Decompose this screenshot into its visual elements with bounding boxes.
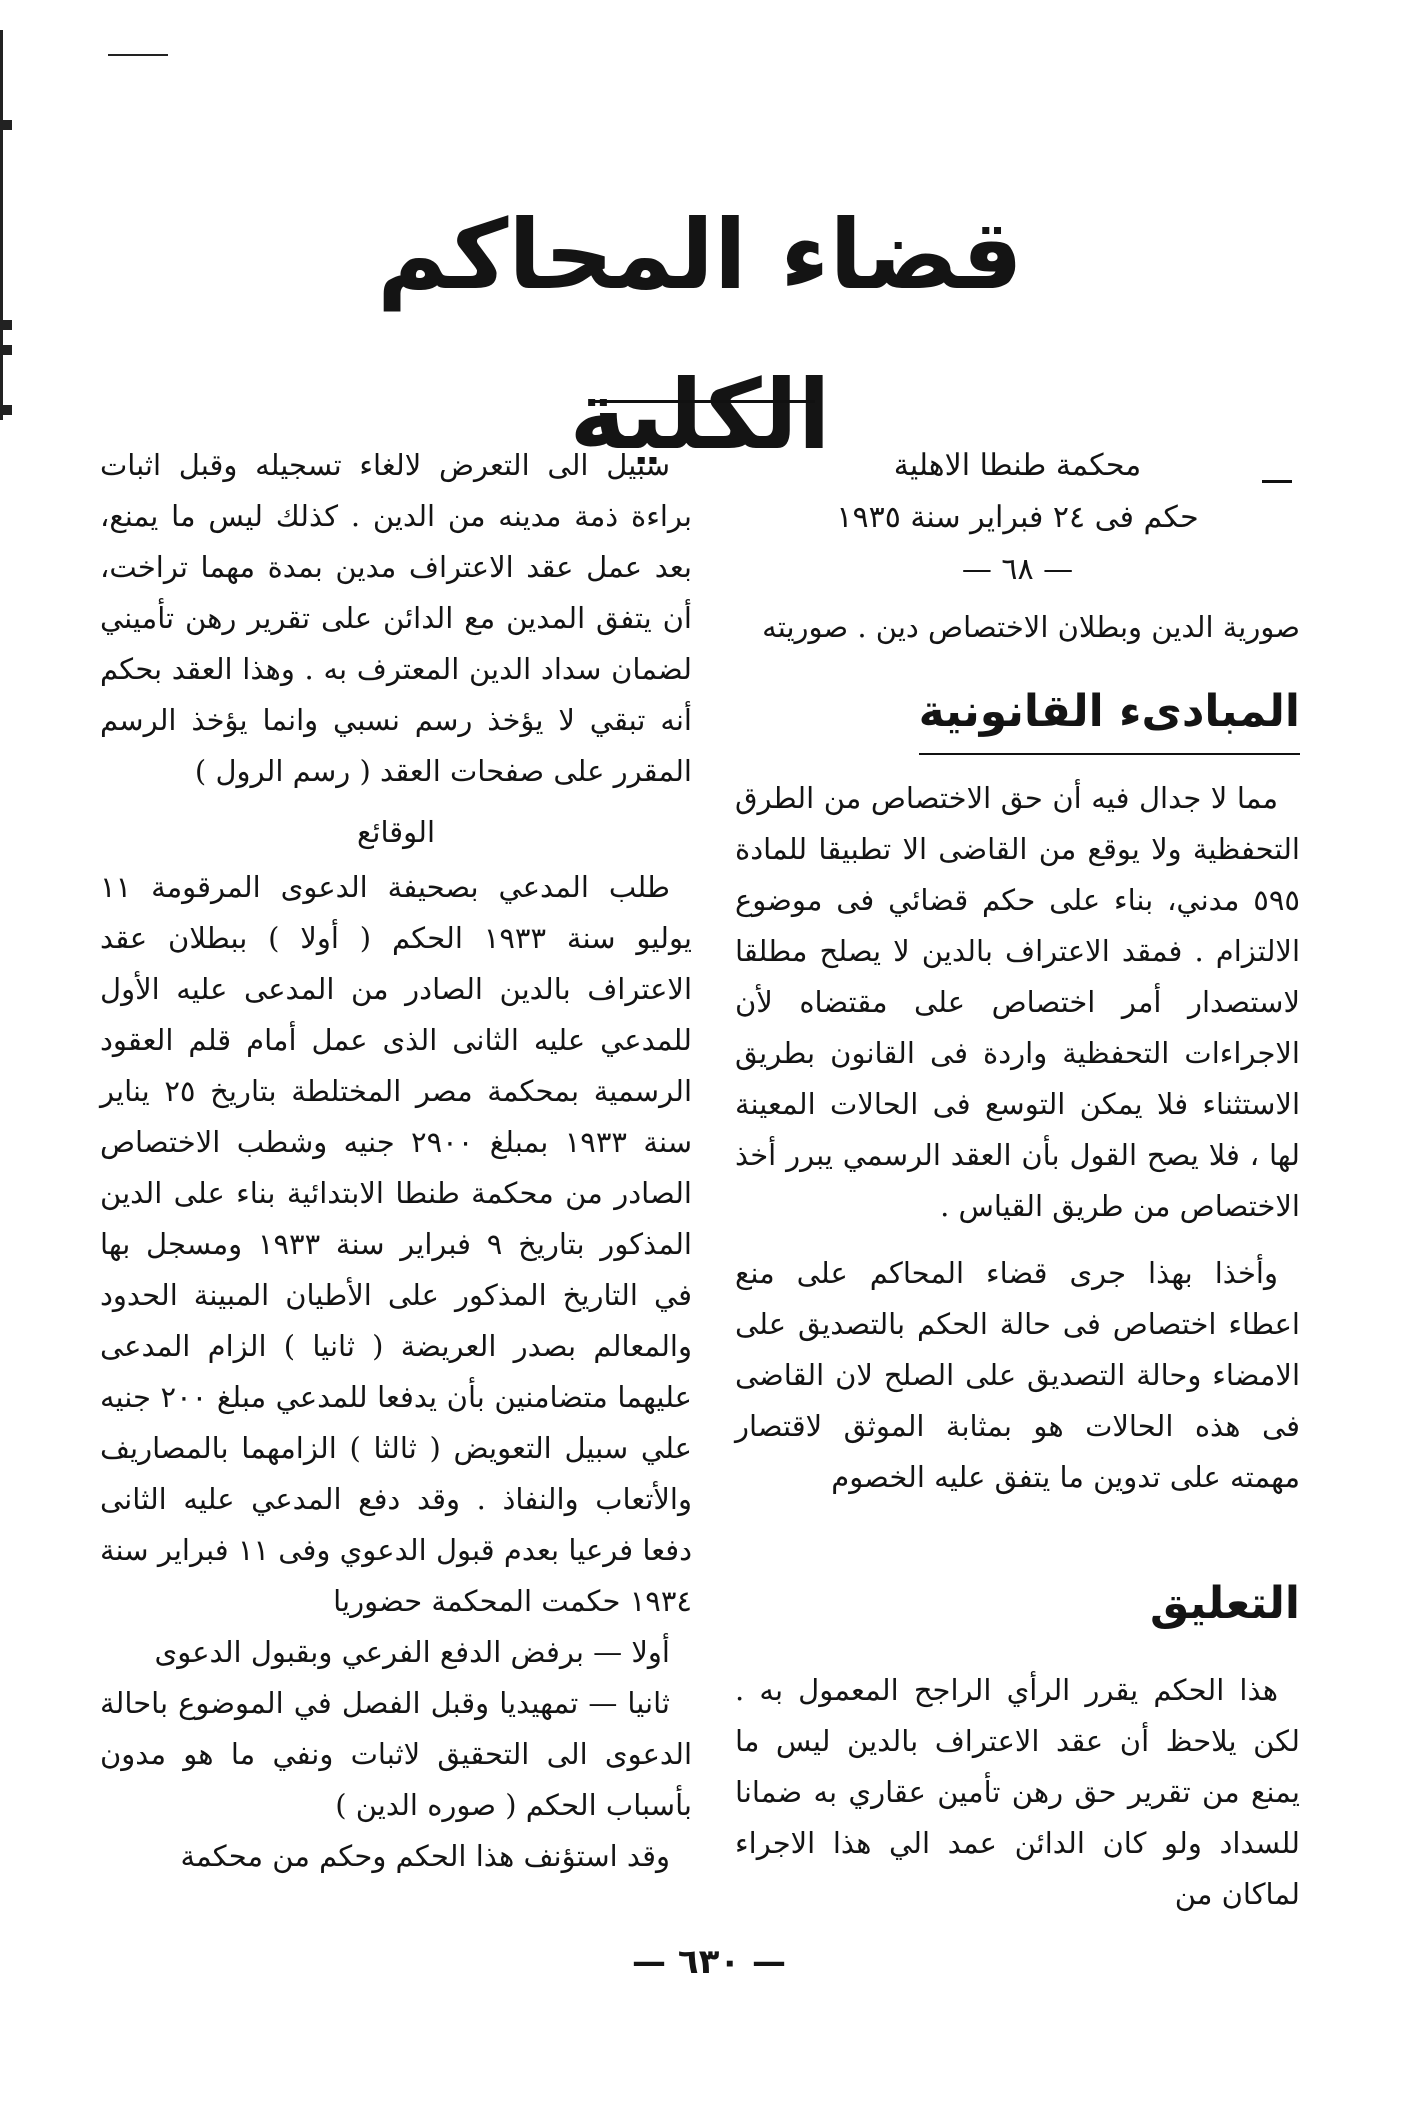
ruling-first: أولا — برفض الدفع الفرعي وبقبول الدعوى xyxy=(154,1635,670,1669)
scan-edge-tick xyxy=(0,320,12,330)
facts-heading: الوقائع xyxy=(356,815,436,849)
scan-edge-tick xyxy=(0,345,12,355)
top-left-rule xyxy=(108,54,168,56)
court-name: محكمة طنطا الاهلية xyxy=(893,448,1142,483)
scan-edge-tick xyxy=(0,120,12,130)
scan-edge-tick xyxy=(0,405,12,415)
intro-paragraph: سبيل الى التعرض لالغاء تسجيله وقبل اثبات براءة ذمة مدينه من الدين . كذلك ليس ما يمنع، بعد عمل عقد الاعتراف مدين بمدة مهما تراخت، أن يتفق المدين مع الدائن على تقرير رهن تأميني لضمان سداد الدين المعترف به . وهذا العقد بحكم أنه تبقي لا يؤخذ رسم نسبي وانما يؤخذ الرسم المقرر على صفحات العقد ( رسم الرول ) xyxy=(100,448,692,788)
left-column xyxy=(100,440,692,1882)
right-column xyxy=(735,440,1300,1936)
commentary-paragraph: هذا الحكم يقرر الرأي الراجح المعمول به . لكن يلاحظ أن عقد الاعتراف بالدين ليس ما يمنع من تقرير حق رهن تأمين عقاري به ضمانا للسداد ولو كان الدائن عمد الي هذا الاجراء لماكان من xyxy=(735,1673,1300,1911)
appeal-line: وقد استؤنف هذا الحكم وحكم من محكمة xyxy=(180,1839,670,1873)
case-subject: صورية الدين وبطلان الاختصاص دين . صوريته xyxy=(762,610,1300,644)
case-number: — ٦٨ — xyxy=(961,552,1074,587)
ruling-date: حكم فى ٢٤ فبراير سنة ١٩٣٥ xyxy=(836,500,1199,535)
commentary-heading: التعليق xyxy=(1150,1578,1300,1629)
masthead-title: قضاء المحاكم الكلية xyxy=(377,199,1023,471)
principles-heading: المبادىء القانونية xyxy=(919,677,1300,755)
scan-edge-mark xyxy=(0,30,11,420)
page-number: — ٦٣٠ — xyxy=(632,1942,786,1982)
ruling-second: ثانيا — تمهيديا وقبل الفصل في الموضوع باحالة الدعوى الى التحقيق لاثبات ونفي ما هو مدون بأسباب الحكم ( صوره الدين ) xyxy=(100,1686,692,1822)
principles-paragraph: وأخذا بهذا جرى قضاء المحاكم على منع اعطاء اختصاص فى حالة الحكم بالتصديق على الامضاء وحالة التصديق على الصلح لان القاضى فى هذه الحالات هو بمثابة الموثق لاقتصار مهمته على تدوين ما يتفق عليه الخصوم xyxy=(735,1256,1300,1494)
masthead-divider xyxy=(590,400,815,403)
facts-paragraph: طلب المدعي بصحيفة الدعوى المرقومة ١١ يوليو سنة ١٩٣٣ الحكم ( أولا ) ببطلان عقد الاعتراف بالدين الصادر من المدعى عليه الأول للمدعي عليه الثانى الذى عمل أمام قلم العقود الرسمية بمحكمة مصر المختلطة بتاريخ ٢٥ يناير سنة ١٩٣٣ بمبلغ ٢٩٠٠ جنيه وشطب الاختصاص الصادر من محكمة طنطا الابتدائية بناء على الدين المذكور بتاريخ ٩ فبراير سنة ١٩٣٣ ومسجل بها في التاريخ المذكور على الأطيان المبينة الحدود والمعالم بصدر العريضة ( ثانيا ) الزام المدعى عليهما متضامنين بأن يدفعا للمدعي مبلغ ٢٠٠ جنيه علي سبيل التعويض ( ثالثا ) الزامهما بالمصاريف والأتعاب والنفاذ . وقد دفع المدعي عليه الثانى دفعا فرعيا بعدم قبول الدعوي وفى ١١ فبراير سنة ١٩٣٤ حكمت المحكمة حضوريا xyxy=(100,870,693,1618)
principles-paragraph: مما لا جدال فيه أن حق الاختصاص من الطرق التحفظية ولا يوقع من القاضى الا تطبيقا للمادة ٥٩٥ مدني، بناء على حكم قضائي فى موضوع الالتزام . فمقد الاعتراف بالدين لا يصلح مطلقا لاستصدار أمر اختصاص على مقتضاه لأن الاجراءات التحفظية واردة فى القانون بطريق الاستثناء فلا يمكن التوسع فى الحالات المعينة لها ، فلا يصح القول بأن العقد الرسمي يبرر أخذ الاختصاص من طريق القياس . xyxy=(735,781,1300,1223)
